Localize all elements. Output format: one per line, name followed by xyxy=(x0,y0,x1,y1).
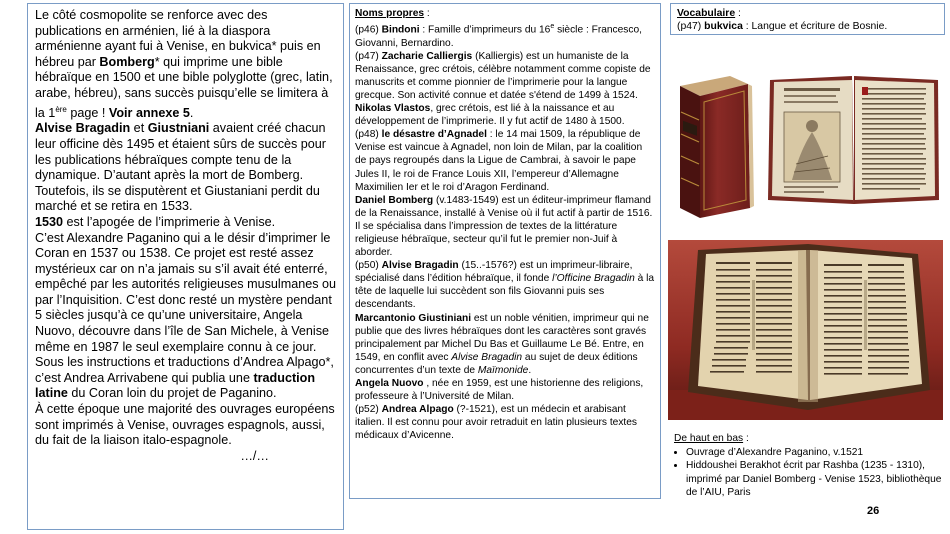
proper-names-box xyxy=(349,3,661,499)
entry-vlastos: Nikolas Vlastos, grec crétois, est lié à la naissance et au développement de l’imprimerie. Il y fut actif de 1480 à 1500. xyxy=(355,103,625,128)
paragraph-majorite: À cette époque une majorité des ouvrages européens sont imprimés à Venise, ouvrages espagnols, aussi, du fait de la liaison italo-espagnole. xyxy=(35,402,335,448)
open-illustrated-book-image xyxy=(766,72,941,208)
bomberg-name: Bomberg xyxy=(99,54,155,69)
entry-nuovo: Angela Nuovo , née en 1959, est une historienne des religions, professeure à l’Université de Milan. xyxy=(355,378,644,403)
paragraph-alpago: Sous les instructions et traductions d’Andrea Alpago*, c’est Andrea Arrivabene qui publia une traduction latine du Coran loin du projet de Paganino. xyxy=(35,355,334,401)
caption-item: • Ouvrage d’Alexandre Paganino, v.1521 xyxy=(686,446,944,459)
paragraph-paganino: C’est Alexandre Paganino qui a le désir d’imprimer le Coran en 1537 ou 1538. Ce projet est resté assez mystérieux car on n’a jamais su s’il avait été enterré, empêché par les autorités religieuses musulmanes ou par l’Inquisition. C’est donc resté un mystère pendant 5 siècles jusqu’à ce qu’une universitaire, Angela Nuovo, découvre dans l’île de San Michele, à Venise même en 1987 le seul exemplaire connu à ce jour. xyxy=(35,230,337,354)
captions-heading: De haut en bas : xyxy=(674,433,749,444)
captions-list xyxy=(674,446,944,499)
entry-bindoni: (p46) Bindoni : Famille d’imprimeurs du 16e siècle : Francesco, Giovanni, Bernardino. xyxy=(355,23,642,49)
vocabulary-box xyxy=(670,3,945,35)
entry-bragadin: (p50) Alvise Bragadin (15..-1576?) est un imprimeur-libraire, spécialisé dans l’édition hébraïque, il fonde l’Officine Bragadin à la tête de laquelle lui succèdent son fils Giovanni puis ses descendants. xyxy=(355,260,655,311)
page-number: 26 xyxy=(867,505,880,517)
caption-item: • Hiddoushei Berakhot écrit par Rashba (1235 - 1310), imprimé par Daniel Bomberg - Venise 1523, bibliothèque de l’AIU, Paris xyxy=(686,459,944,499)
continuation-ellipsis: …/… xyxy=(240,448,269,463)
paragraph-bragadin: Alvise Bragadin et Giustniani avaient créé chacun leur officine dès 1495 et étaient sûrs de succès pour les publications hébraïques compte tenu de la dynamique. D’autant après la mort de Bomberg. Toutefois, ils se disputèrent et Giustaniani perdit du marché et se retira en 1533. xyxy=(35,121,327,214)
entry-bomberg: Daniel Bomberg (v.1483-1549) est un éditeur-imprimeur flamand de la Renaissance, installé à Venise où il fut actif à partir de 1516. Il se spécialisa dans l’impression de textes de la littérature religieuse hébraïque, secteur qu’il fut le premier non-Juif à aborder. xyxy=(355,194,653,259)
paragraph-apogee: 1530 est l’apogée de l’imprimerie à Venise. xyxy=(35,214,276,229)
image-captions xyxy=(674,432,944,499)
closed-book-image xyxy=(670,72,758,220)
annexe-reference: Voir annexe 5 xyxy=(108,105,190,120)
proper-names-heading: Noms propres : xyxy=(355,8,430,19)
paragraph-cosmopolite: Le côté cosmopolite se renforce avec des publications en arménien, lié à la diaspora arménienne ayant fui à Venise, en bukvica* puis en hébreu par Bomberg* qui imprime une bible hébraïque en 1500 et une bible polyglotte (grec, latin, arabe, hébreu), sans succès puisqu’elle se limitera à la 1ère page ! Voir annexe 5. xyxy=(35,8,333,120)
entry-calliergis: (p47) Zacharie Calliergis (Kalliergis) est un humaniste de la Renaissance, grec crétois, célèbre notamment comme copiste de manuscrits et comme pionnier de l’imprimerie pour la langue grecque. Son activité connue et datée s'étend de 1499 à 1524. xyxy=(355,50,651,101)
main-text-box xyxy=(27,3,344,530)
hebrew-book-display-image xyxy=(668,240,943,420)
vocabulary-heading: Vocabulaire : xyxy=(677,8,741,19)
entry-agnadel: (p48) le désastre d’Agnadel : le 14 mai 1509, la république de Venise est vaincue à Agnadel, non loin de Milan, par la coalition de pays regroupés dans la Ligue de Cambrai, à savoir le pape Jules II, le roi de France Louis XII, l’empereur d’Allemagne Maximilien Ier et le roi d’Aragon Ferdinand. xyxy=(355,129,643,193)
entry-giustiniani: Marcantonio Giustiniani est un noble vénitien, imprimeur qui ne publie que des livres hébraïques dont les caractères sont gravés principalement par Michel Du Bas et Guillaume Le Bé. Entre, en 1549, en conflit avec Alvise Bragadin au sujet de deux éditions concurrentes d’un texte de Maïmonide. xyxy=(355,312,649,376)
entry-alpago: (p52) Andrea Alpago (?-1521), est un médecin et arabisant italien. Il est connu pour avoir retraduit en latin plusieurs textes médicaux d’Avicenne. xyxy=(355,404,638,442)
vocabulary-entry: (p47) bukvica : Langue et écriture de Bosnie. xyxy=(677,21,888,32)
